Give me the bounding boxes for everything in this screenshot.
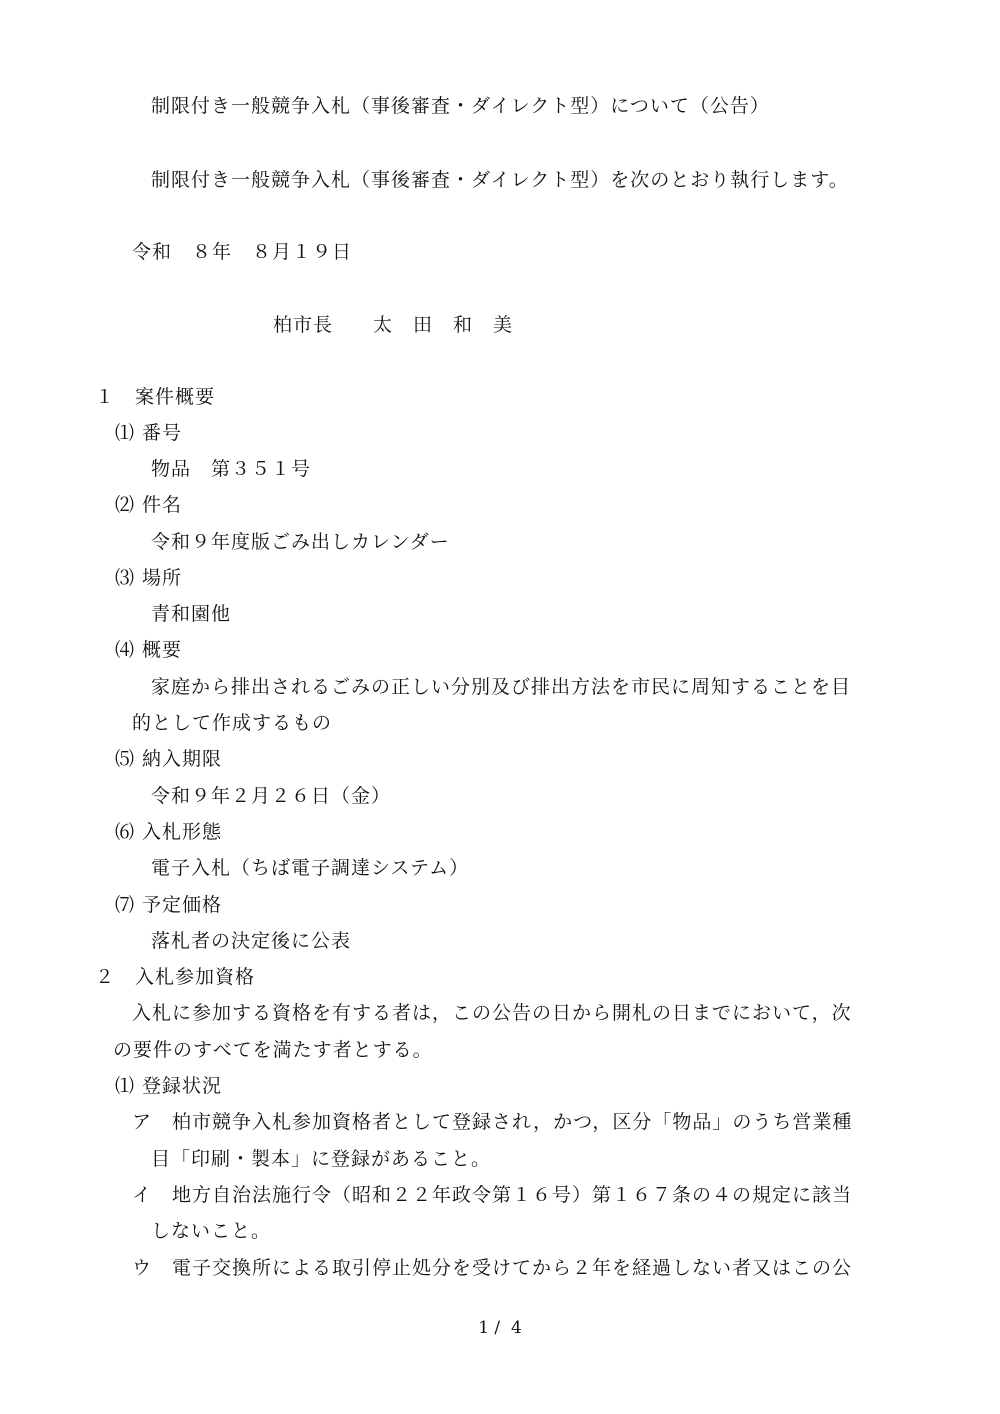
- section2-intro-line2: の要件のすべてを満たす者とする。: [113, 1039, 433, 1061]
- item-summary-value: 家庭から排出されるごみの正しい分別及び排出方法を市民に周知することを目: [151, 676, 852, 698]
- item-number-value: 物品 第３５１号: [151, 458, 312, 480]
- item-name-value: 令和９年度版ごみ出しカレンダー: [151, 531, 450, 553]
- requirement-u-line1: ウ 電子交換所による取引停止処分を受けてから２年を経過しない者又はこの公: [132, 1257, 853, 1279]
- item-price-label: ⑺ 予定価格: [115, 894, 223, 916]
- item-place-label: ⑶ 場所: [115, 567, 183, 589]
- item-deadline-value: 令和９年２月２６日（金）: [151, 785, 392, 807]
- item-number-label: ⑴ 番号: [115, 422, 183, 444]
- item-place-value: 青和園他: [151, 603, 232, 625]
- section2-heading: ２ 入札参加資格: [95, 966, 256, 988]
- issue-date: 令和 ８年 ８月１９日: [132, 241, 353, 263]
- section2-intro-line1: 入札に参加する資格を有する者は，この公告の日から開札の日までにおいて，次: [132, 1002, 852, 1024]
- section1-heading: １ 案件概要: [95, 386, 216, 408]
- item-bid-form-value: 電子入札（ちば電子調達システム）: [151, 857, 470, 879]
- requirement-i-line2: しないこと。: [151, 1220, 272, 1242]
- item-name-label: ⑵ 件名: [115, 494, 183, 516]
- item-summary-value-cont: 的として作成するもの: [132, 712, 333, 734]
- item-price-value: 落札者の決定後に公表: [151, 930, 352, 952]
- item-summary-label: ⑷ 概要: [115, 639, 183, 661]
- requirement-a-line1: ア 柏市競争入札参加資格者として登録され，かつ，区分「物品」のうち営業種: [132, 1111, 853, 1133]
- item-deadline-label: ⑸ 納入期限: [115, 748, 223, 770]
- registration-status-heading: ⑴ 登録状況: [115, 1075, 223, 1097]
- item-bid-form-label: ⑹ 入札形態: [115, 821, 223, 843]
- page-number: 1 / 4: [478, 1318, 522, 1338]
- intro-text: 制限付き一般競争入札（事後審査・ダイレクト型）を次のとおり執行します。: [151, 169, 849, 191]
- requirement-a-line2: 目「印刷・製本」に登録があること。: [151, 1148, 492, 1170]
- document-title: 制限付き一般競争入札（事後審査・ダイレクト型）について（公告）: [151, 95, 770, 117]
- issuer-name: 柏市長 太 田 和 美: [273, 314, 514, 336]
- requirement-i-line1: イ 地方自治法施行令（昭和２２年政令第１６号）第１６７条の４の規定に該当: [132, 1184, 853, 1206]
